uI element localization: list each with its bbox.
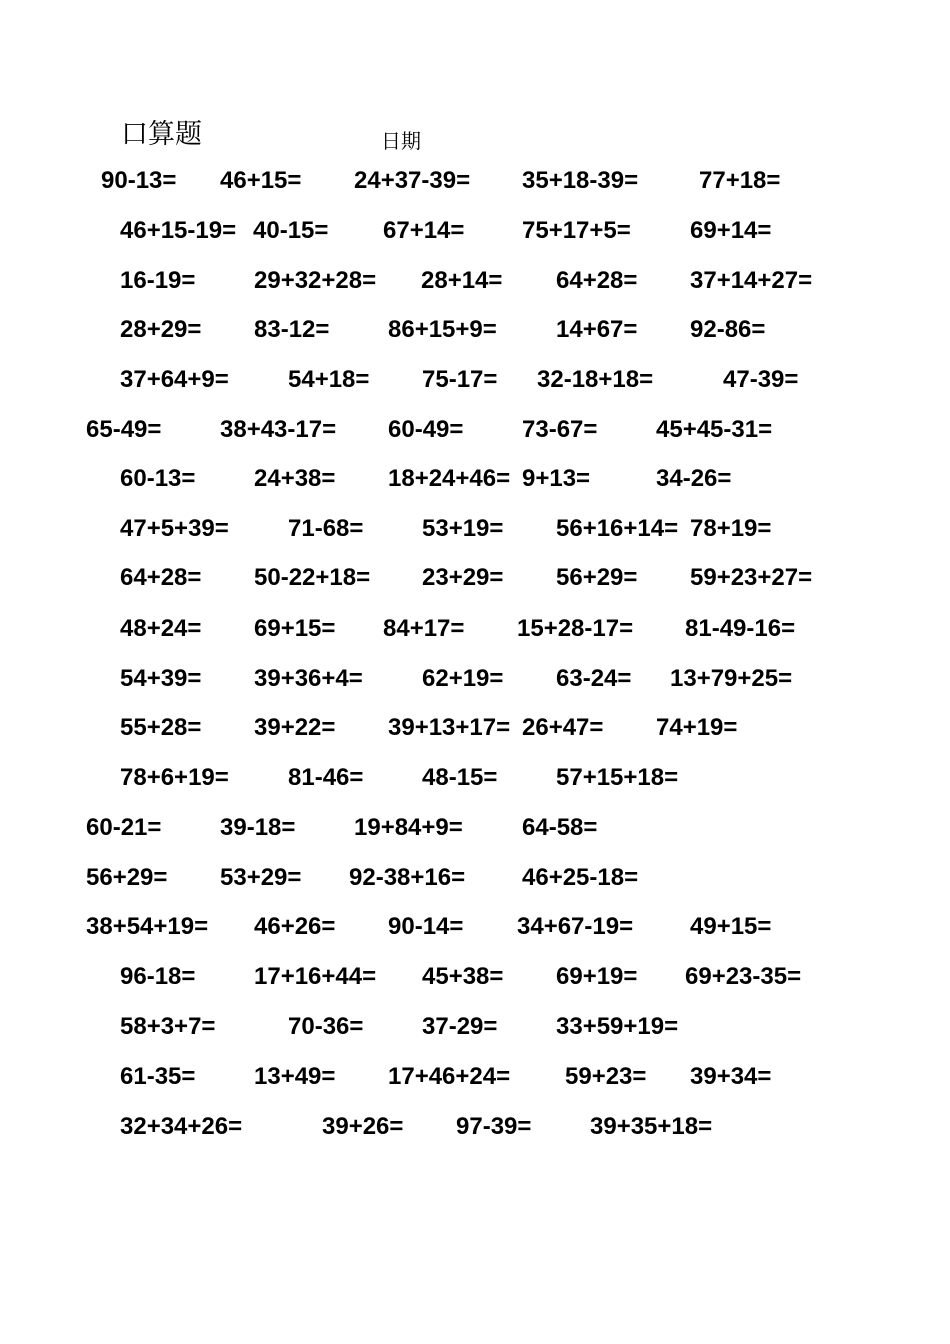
arithmetic-problem: 90-13=	[101, 167, 177, 194]
arithmetic-problem: 81-49-16=	[685, 615, 796, 642]
arithmetic-problem: 45+38=	[422, 963, 504, 990]
arithmetic-problem: 56+29=	[86, 864, 168, 891]
arithmetic-problem: 78+6+19=	[120, 764, 229, 791]
arithmetic-problem: 56+29=	[556, 564, 638, 591]
arithmetic-problem: 9+13=	[522, 465, 591, 492]
arithmetic-problem: 69+14=	[690, 217, 772, 244]
arithmetic-problem: 73-67=	[522, 416, 598, 443]
arithmetic-problem: 61-35=	[120, 1063, 196, 1090]
arithmetic-problem: 46+15-19=	[120, 217, 237, 244]
arithmetic-problem: 64+28=	[556, 267, 638, 294]
arithmetic-problem: 67+14=	[383, 217, 465, 244]
arithmetic-problem: 78+19=	[690, 515, 772, 542]
arithmetic-problem: 97-39=	[456, 1113, 532, 1140]
arithmetic-problem: 62+19=	[422, 665, 504, 692]
arithmetic-problem: 38+43-17=	[220, 416, 337, 443]
arithmetic-problem: 69+23-35=	[685, 963, 802, 990]
arithmetic-problem: 57+15+18=	[556, 764, 679, 791]
arithmetic-problem: 64-58=	[522, 814, 598, 841]
arithmetic-problem: 15+28-17=	[517, 615, 634, 642]
arithmetic-problem: 47-39=	[723, 366, 799, 393]
arithmetic-problem: 35+18-39=	[522, 167, 639, 194]
arithmetic-problem: 37-29=	[422, 1013, 498, 1040]
arithmetic-problem: 24+37-39=	[354, 167, 471, 194]
arithmetic-problem: 37+14+27=	[690, 267, 813, 294]
arithmetic-problem: 70-36=	[288, 1013, 364, 1040]
arithmetic-problem: 19+84+9=	[354, 814, 463, 841]
arithmetic-problem: 60-49=	[388, 416, 464, 443]
arithmetic-problem: 75+17+5=	[522, 217, 631, 244]
arithmetic-problem: 84+17=	[383, 615, 465, 642]
arithmetic-problem: 39+22=	[254, 714, 336, 741]
arithmetic-problem: 69+15=	[254, 615, 336, 642]
arithmetic-problem: 96-18=	[120, 963, 196, 990]
arithmetic-problem: 32+34+26=	[120, 1113, 243, 1140]
arithmetic-problem: 23+29=	[422, 564, 504, 591]
arithmetic-problem: 92-38+16=	[349, 864, 466, 891]
arithmetic-problem: 69+19=	[556, 963, 638, 990]
arithmetic-problem: 14+67=	[556, 316, 638, 343]
arithmetic-problem: 39+34=	[690, 1063, 772, 1090]
arithmetic-problem: 64+28=	[120, 564, 202, 591]
arithmetic-problem: 48+24=	[120, 615, 202, 642]
arithmetic-problem: 83-12=	[254, 316, 330, 343]
arithmetic-problem: 28+29=	[120, 316, 202, 343]
arithmetic-problem: 39+13+17=	[388, 714, 511, 741]
arithmetic-problem: 59+23+27=	[690, 564, 813, 591]
arithmetic-problem: 34+67-19=	[517, 913, 634, 940]
arithmetic-problem: 48-15=	[422, 764, 498, 791]
arithmetic-problem: 39+26=	[322, 1113, 404, 1140]
arithmetic-problem: 92-86=	[690, 316, 766, 343]
arithmetic-problem: 46+26=	[254, 913, 336, 940]
arithmetic-problem: 60-13=	[120, 465, 196, 492]
arithmetic-problem: 45+45-31=	[656, 416, 773, 443]
arithmetic-problem: 29+32+28=	[254, 267, 377, 294]
arithmetic-problem: 32-18+18=	[537, 366, 654, 393]
arithmetic-problem: 90-14=	[388, 913, 464, 940]
arithmetic-problem: 50-22+18=	[254, 564, 371, 591]
arithmetic-problem: 77+18=	[699, 167, 781, 194]
arithmetic-problem: 60-21=	[86, 814, 162, 841]
arithmetic-problem: 53+29=	[220, 864, 302, 891]
arithmetic-problem: 47+5+39=	[120, 515, 229, 542]
arithmetic-problem: 34-26=	[656, 465, 732, 492]
arithmetic-problem: 54+18=	[288, 366, 370, 393]
arithmetic-problem: 71-68=	[288, 515, 364, 542]
arithmetic-problem: 39+36+4=	[254, 665, 363, 692]
arithmetic-problem: 46+15=	[220, 167, 302, 194]
arithmetic-problem: 53+19=	[422, 515, 504, 542]
arithmetic-problem: 74+19=	[656, 714, 738, 741]
date-label: 日期	[381, 129, 421, 153]
arithmetic-problem: 40-15=	[253, 217, 329, 244]
arithmetic-problem: 86+15+9=	[388, 316, 497, 343]
arithmetic-problem: 16-19=	[120, 267, 196, 294]
arithmetic-problem: 75-17=	[422, 366, 498, 393]
arithmetic-problem: 28+14=	[421, 267, 503, 294]
arithmetic-problem: 46+25-18=	[522, 864, 639, 891]
arithmetic-problem: 13+79+25=	[670, 665, 793, 692]
arithmetic-problem: 26+47=	[522, 714, 604, 741]
arithmetic-problem: 49+15=	[690, 913, 772, 940]
arithmetic-problem: 58+3+7=	[120, 1013, 216, 1040]
arithmetic-problem: 59+23=	[565, 1063, 647, 1090]
arithmetic-problem: 37+64+9=	[120, 366, 229, 393]
arithmetic-problem: 13+49=	[254, 1063, 336, 1090]
arithmetic-problem: 39+35+18=	[590, 1113, 713, 1140]
arithmetic-problem: 17+46+24=	[388, 1063, 511, 1090]
arithmetic-problem: 63-24=	[556, 665, 632, 692]
arithmetic-problem: 55+28=	[120, 714, 202, 741]
arithmetic-problem: 38+54+19=	[86, 913, 209, 940]
worksheet-title: 口算题	[121, 119, 202, 150]
arithmetic-problem: 65-49=	[86, 416, 162, 443]
arithmetic-problem: 54+39=	[120, 665, 202, 692]
arithmetic-problem: 39-18=	[220, 814, 296, 841]
arithmetic-problem: 81-46=	[288, 764, 364, 791]
arithmetic-problem: 24+38=	[254, 465, 336, 492]
arithmetic-problem: 33+59+19=	[556, 1013, 679, 1040]
arithmetic-problem: 17+16+44=	[254, 963, 377, 990]
arithmetic-problem: 18+24+46=	[388, 465, 511, 492]
arithmetic-problem: 56+16+14=	[556, 515, 679, 542]
